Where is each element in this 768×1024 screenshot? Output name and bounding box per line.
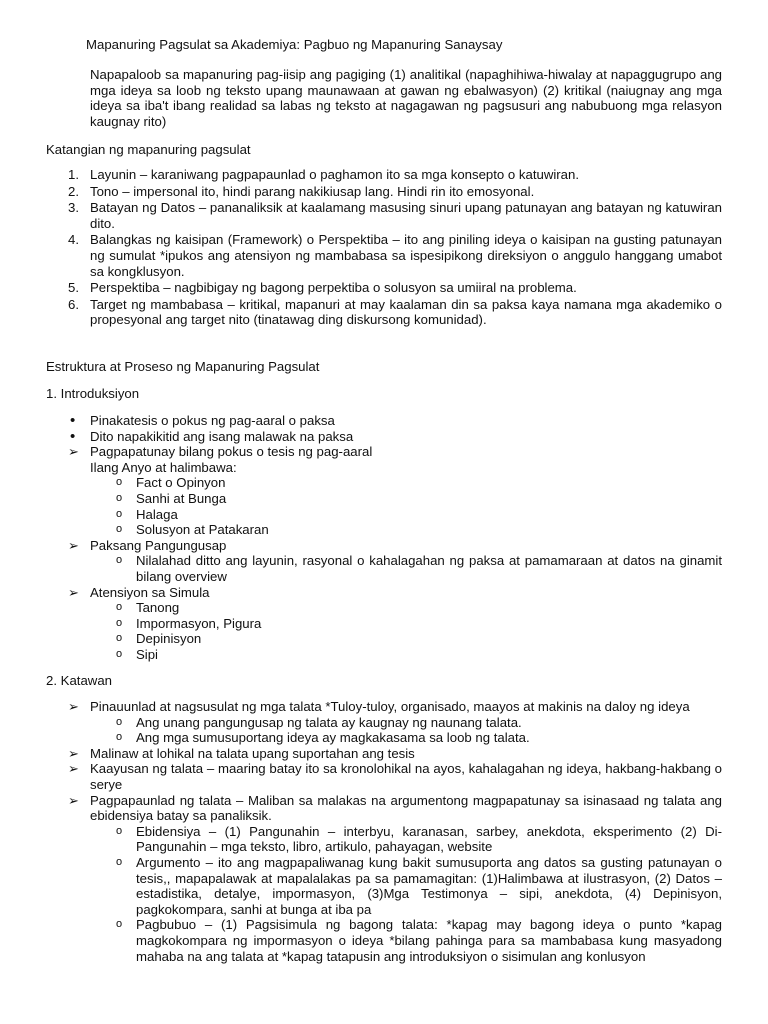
circle-icon: o — [116, 507, 123, 520]
item-text: Tanong — [136, 600, 180, 616]
list-item — [46, 444, 722, 460]
item-text: Pagbubuo – (1) Pagsisimula ng bagong talata: *kapag may bagong ideya o punto *kapag magkokompara ng impormasyon o ideya *bilang pahinga para sa mambabasa kung masyadong mahaba na ang talata at *kapag tatapusin ang introduksiyon o sisimulan ang konlusyon — [136, 917, 722, 964]
item-text: Paksang Pangungusap — [90, 537, 227, 553]
list-item — [46, 200, 722, 231]
circle-icon: o — [116, 918, 123, 931]
list-item — [46, 491, 722, 507]
list-item — [46, 413, 722, 429]
item-text: Batayan ng Datos – pananaliksik at kaalamang masusing sinuri upang patunayan ang batayan ng katuwiran dito. — [90, 200, 722, 231]
introduksiyon-list — [46, 413, 722, 663]
list-item — [46, 616, 722, 632]
list-item — [46, 507, 722, 523]
document-title: Mapanuring Pagsulat sa Akademiya: Pagbuo ng Mapanuring Sanaysay — [86, 37, 503, 52]
item-text: Tono – impersonal ito, hindi parang nakikiusap lang. Hindi rin ito emosyonal. — [90, 183, 535, 199]
list-item — [46, 184, 722, 200]
list-item — [46, 522, 722, 538]
item-text: Kaayusan ng talata – maaring batay ito sa kronolohikal na ayos, kahalagahan ng ideya, hakbang-hakbang o serye — [90, 761, 722, 792]
arrow-icon: ➢ — [68, 537, 80, 553]
list-item — [46, 746, 722, 762]
arrow-icon: ➢ — [68, 745, 80, 761]
list-item — [46, 647, 722, 663]
item-text: Solusyon at Patakaran — [136, 522, 269, 538]
item-text: Pagpapaunlad ng talata – Maliban sa malakas na argumentong magpapatunay sa isinasaad ng talata ang ebidensiya batay sa panaliksik. — [90, 792, 722, 824]
item-text: Pinauunlad at nagsusulat ng mga talata *Tuloy-tuloy, organisado, maayos at makinis na daloy ng ideya — [90, 699, 690, 714]
list-item — [46, 167, 722, 183]
item-text: Layunin – karaniwang pagpapaunlad o paghamon ito sa mga konsepto o katuwiran. — [90, 167, 580, 182]
list-item — [46, 855, 722, 917]
item-text: Ebidensiya – (1) Pangunahin – interbyu, karanasan, sarbey, anekdota, eksperimento (2) Di-Pangunahin – mga teksto, libro, artikulo, pahayagan, website — [136, 823, 722, 855]
item-number: 2. — [68, 183, 79, 199]
arrow-icon: ➢ — [68, 792, 80, 808]
list-item — [46, 631, 722, 647]
item-text: Sipi — [136, 646, 158, 662]
list-item — [46, 824, 722, 855]
circle-icon: o — [116, 824, 123, 837]
intro-paragraph: Napapaloob sa mapanuring pag-iisip ang pagiging (1) analitikal (napaghihiwa-hiwalay at napaggugrupo ang mga ideya sa loob ng teksto upang maunawaan at gawan ng ebalwasyon) (2) kritikal (naiugnay ang mga ideya sa iba't ibang realidad sa labas ng teksto at nagagawan ng pagsusuri ang nabubuong mga relasyon kaugnay rito) — [90, 67, 722, 129]
circle-icon: o — [116, 632, 123, 645]
circle-icon: o — [116, 601, 123, 614]
list-item — [46, 232, 722, 279]
bullet-icon: • — [70, 412, 76, 429]
katangian-list — [46, 167, 722, 329]
list-item — [46, 280, 722, 296]
item-text: Pinakatesis o pokus ng pag-aaral o paksa — [90, 413, 335, 428]
item-text: Dito napakikitid ang isang malawak na paksa — [90, 428, 354, 444]
list-item — [46, 297, 722, 328]
item-text: Malinaw at lohikal na talata upang suportahan ang tesis — [90, 745, 415, 761]
bullet-icon: • — [70, 427, 76, 445]
item-text: Balangkas ng kaisipan (Framework) o Perspektiba – ito ang piniling ideya o kaisipan na gusting patunayan ng sumulat *ipukos ang atensiyon ng mambabasa sa ispesipikong direksiyon o anggulo hanggang umabot sa kongklusyon. — [90, 232, 722, 279]
list-item — [46, 538, 722, 554]
item-text: Ang mga sumusuportang ideya ay magkakasama sa loob ng talata. — [136, 730, 530, 746]
katawan-list — [46, 699, 722, 964]
item-text: Halaga — [136, 506, 178, 522]
list-item — [46, 585, 722, 601]
item-text: Perspektiba – nagbibigay ng bagong perpektiba o solusyon sa umiiral na problema. — [90, 280, 577, 296]
item-number: 1. — [68, 167, 79, 182]
item-text: Impormasyon, Pigura — [136, 615, 262, 631]
item-text: Sanhi at Bunga — [136, 490, 227, 506]
list-item — [46, 730, 722, 746]
circle-icon: o — [116, 476, 123, 489]
item-text: Target ng mambabasa – kritikal, mapanuri at may kaalaman din sa paksa kaya namana mga akademiko o propesyonal ang target nito (tinatawag ding diskursong komunidad). — [90, 296, 722, 328]
circle-icon: o — [116, 715, 123, 728]
item-text: Pagpapatunay bilang pokus o tesis ng pag-aaral — [90, 444, 373, 460]
introduksiyon-heading: 1. Introduksiyon — [46, 386, 140, 401]
circle-icon: o — [116, 647, 123, 660]
list-item — [46, 715, 722, 731]
list-item — [46, 917, 722, 964]
item-text: Ang unang pangungusap ng talata ay kaugnay ng naunang talata. — [136, 714, 522, 730]
estruktura-heading: Estruktura at Proseso ng Mapanuring Pagsulat — [46, 359, 320, 374]
item-note: Ilang Anyo at halimbawa: — [90, 459, 237, 475]
arrow-icon: ➢ — [68, 761, 80, 777]
item-number: 3. — [68, 200, 79, 216]
arrow-icon: ➢ — [68, 444, 80, 460]
circle-icon: o — [116, 523, 123, 536]
item-number: 6. — [68, 296, 79, 312]
katangian-heading: Katangian ng mapanuring pagsulat — [46, 142, 251, 157]
arrow-icon: ➢ — [68, 584, 80, 600]
list-item — [46, 699, 722, 715]
circle-icon: o — [116, 855, 123, 868]
katawan-heading: 2. Katawan — [46, 673, 112, 688]
circle-icon: o — [116, 616, 123, 629]
list-item — [46, 793, 722, 824]
item-text: Nilalahad ditto ang layunin, rasyonal o kahalagahan ng paksa at pamamaraan at datos na ginamit bilang overview — [136, 553, 722, 584]
circle-icon: o — [116, 491, 123, 504]
circle-icon: o — [116, 554, 123, 567]
item-text: Argumento – ito ang magpapaliwanag kung bakit sumusuporta ang datos sa gusting patunayan o tesis,, mapapalawak at mapalalakas pa sa pamamagitan: (1)Halimbawa at ilustrasyon, (2) Datos – estadistika, detalye, impormasyon, (3)Mga Testimonya – sipi, anekdota, (4) Depinisyon, pagkokompara, sanhi at bunga at iba pa — [136, 854, 722, 917]
item-text: Fact o Opinyon — [136, 475, 226, 491]
item-text: Atensiyon sa Simula — [90, 584, 210, 600]
list-item — [46, 429, 722, 445]
list-item — [46, 761, 722, 792]
arrow-icon: ➢ — [68, 699, 80, 714]
item-number: 5. — [68, 280, 79, 296]
list-item — [46, 475, 722, 491]
item-number: 4. — [68, 232, 79, 248]
item-text: Depinisyon — [136, 631, 202, 647]
list-item — [46, 553, 722, 584]
list-item — [46, 600, 722, 616]
circle-icon: o — [116, 731, 123, 744]
